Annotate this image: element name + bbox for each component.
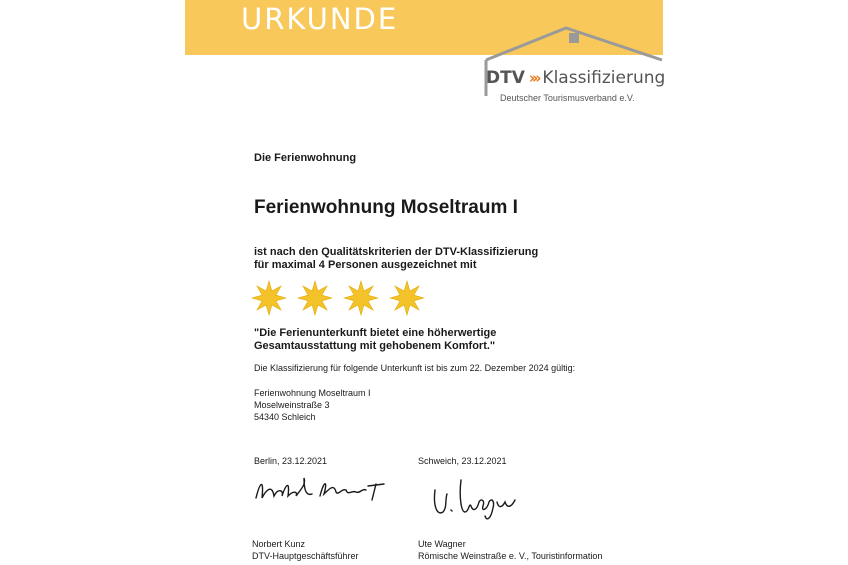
- property-name: Ferienwohnung Moseltraum I: [254, 197, 518, 218]
- right-signatory-name: Ute Wagner: [418, 539, 466, 549]
- dtv-logo: [486, 68, 665, 88]
- property-address: [254, 387, 371, 423]
- logo-name: Klassifizierung: [542, 68, 666, 88]
- right-place-date: Schweich, 23.12.2021: [418, 456, 507, 466]
- right-signatory: [418, 538, 602, 562]
- criteria-line-1: ist nach den Qualitätskriterien der DTV-Klassifizierung: [254, 246, 539, 258]
- logo-subtitle: Deutscher Tourismusverband e.V.: [500, 93, 635, 103]
- left-place-date: Berlin, 23.12.2021: [254, 456, 328, 466]
- address-line-1: Ferienwohnung Moseltraum I: [254, 388, 371, 398]
- address-line-2: Moselweinstraße 3: [254, 400, 330, 410]
- criteria-line-2: für maximal 4 Personen ausgezeichnet mit: [254, 259, 477, 271]
- star-rating: [251, 280, 425, 316]
- star-icon: [251, 280, 287, 316]
- left-signatory-role: DTV-Hauptgeschäftsführer: [252, 551, 359, 561]
- right-signature: [425, 472, 525, 524]
- left-signatory: [252, 538, 359, 562]
- validity-text: Die Klassifizierung für folgende Unterkunft ist bis zum 22. Dezember 2024 gültig:: [254, 363, 576, 373]
- star-icon: [297, 280, 333, 316]
- quote-line-1: "Die Ferienunterkunft bietet eine höherwertige: [254, 327, 497, 339]
- star-icon: [389, 280, 425, 316]
- address-line-3: 54340 Schleich: [254, 412, 316, 422]
- intro-text: Die Ferienwohnung: [254, 152, 357, 164]
- star-icon: [343, 280, 379, 316]
- left-signature: [250, 470, 400, 510]
- criteria-text: [254, 246, 538, 272]
- rating-quote: [254, 327, 496, 353]
- certificate-title: URKUNDE: [241, 2, 399, 36]
- quote-line-2: Gesamtausstattung mit gehobenem Komfort.": [254, 340, 496, 352]
- chevrons-icon: ›››: [528, 69, 539, 87]
- left-signatory-name: Norbert Kunz: [252, 539, 306, 549]
- logo-brand: DTV: [486, 68, 525, 88]
- right-signatory-role: Römische Weinstraße e. V., Touristinformation: [418, 551, 603, 561]
